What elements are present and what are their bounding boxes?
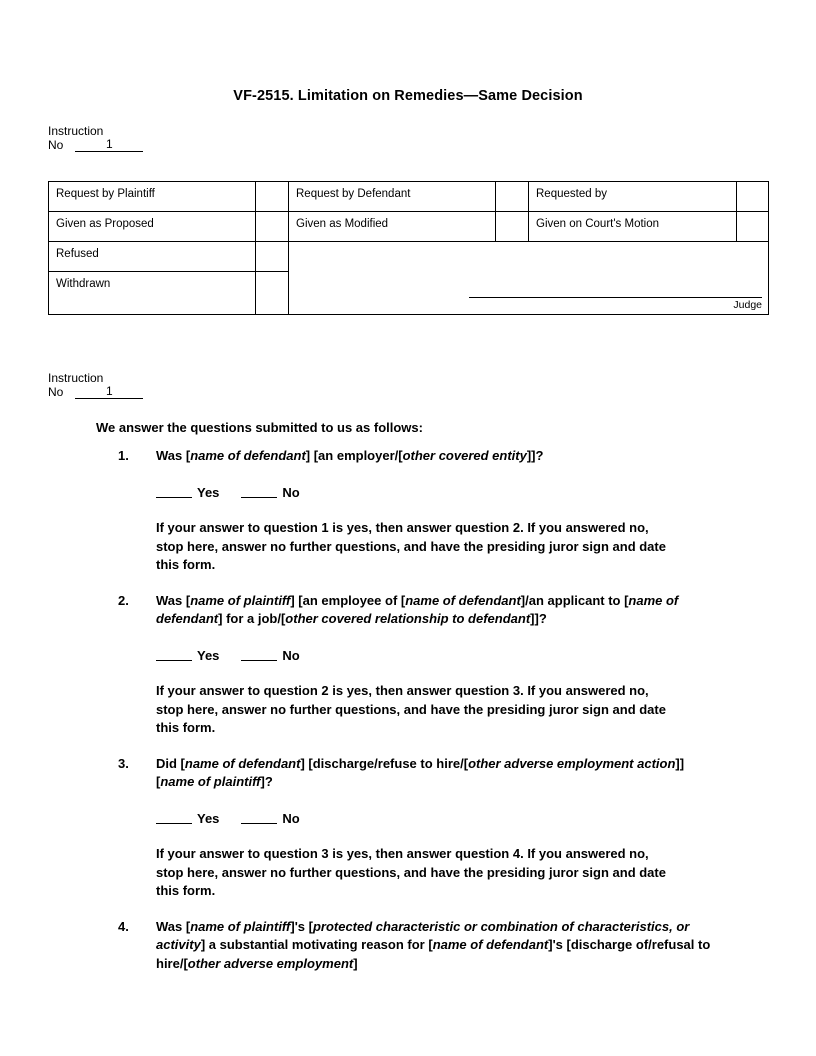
instruction-number-top <box>48 124 143 152</box>
judge-signature-area <box>469 296 762 311</box>
question-1-number: 1. <box>118 448 129 463</box>
question-1-yes-label: Yes <box>197 484 220 500</box>
disposition-table <box>48 181 769 315</box>
cell-withdrawn: Withdrawn <box>49 272 256 315</box>
instruction-no-label-bottom: No <box>48 385 64 399</box>
cell-requested-by: Requested by <box>529 182 737 212</box>
question-1 <box>96 447 720 575</box>
question-3 <box>96 755 720 901</box>
question-3-text: Did [name of defendant] [discharge/refuse to hire/[other adverse employment action]] [name of plaintiff]? <box>156 755 685 789</box>
question-1-note: If your answer to question 1 is yes, then answer question 2. If you answered no, stop here, answer no further questions, and have the presiding juror sign and date this form. <box>156 520 666 572</box>
cell-given-as-proposed: Given as Proposed <box>49 212 256 242</box>
question-4-text: Was [name of plaintiff]'s [protected characteristic or combination of characteristics, or activity] a substantial motivating reason for [name of defendant]'s [discharge of/refusal to hire/[other adverse employment] <box>156 918 711 971</box>
cell-refused: Refused <box>49 242 256 272</box>
cell-request-by-defendant: Request by Defendant <box>289 182 496 212</box>
instruction-no-value-bottom[interactable]: 1 <box>75 385 143 399</box>
instruction-label-bottom: Instruction <box>48 371 104 385</box>
instruction-no-label-top: No <box>48 138 64 152</box>
question-3-yes-blank[interactable] <box>156 823 192 824</box>
question-4-number: 4. <box>118 918 129 934</box>
question-3-yes-label: Yes <box>197 810 220 826</box>
question-4 <box>96 918 720 974</box>
question-1-yes-blank[interactable] <box>156 497 192 498</box>
checkbox-given-as-proposed[interactable] <box>256 212 289 242</box>
page-title: VF-2515. Limitation on Remedies—Same Decision <box>233 88 583 104</box>
verdict-intro: We answer the questions submitted to us as follows: <box>96 420 423 435</box>
checkbox-request-by-defendant[interactable] <box>496 182 529 212</box>
checkbox-requested-by[interactable] <box>737 182 769 212</box>
question-2-yes-blank[interactable] <box>156 660 192 661</box>
table-row <box>49 212 769 242</box>
question-3-no-blank[interactable] <box>241 823 277 824</box>
question-3-note: If your answer to question 3 is yes, then answer question 4. If you answered no, stop here, answer no further questions, and have the presiding juror sign and date this form. <box>156 846 666 898</box>
question-2-yes-label: Yes <box>197 647 220 663</box>
cell-request-by-plaintiff: Request by Plaintiff <box>49 182 256 212</box>
question-3-number: 3. <box>118 755 129 771</box>
question-1-no-label: No <box>282 484 300 500</box>
judge-signature-cell <box>289 242 769 315</box>
instruction-label-top: Instruction <box>48 124 104 138</box>
table-row <box>49 242 769 272</box>
question-3-no-label: No <box>282 810 300 826</box>
checkbox-withdrawn[interactable] <box>256 272 289 315</box>
cell-given-on-courts-motion: Given on Court's Motion <box>529 212 737 242</box>
checkbox-request-by-plaintiff[interactable] <box>256 182 289 212</box>
verdict-question-list <box>96 447 720 973</box>
question-2-answer-row <box>156 647 720 666</box>
question-2-no-blank[interactable] <box>241 660 277 661</box>
judge-signature-caption: Judge <box>733 299 762 311</box>
question-2-no-label: No <box>282 647 300 663</box>
checkbox-given-as-modified[interactable] <box>496 212 529 242</box>
table-row <box>49 182 769 212</box>
question-3-answer-row <box>156 810 720 829</box>
question-2 <box>96 592 720 738</box>
checkbox-given-on-courts-motion[interactable] <box>737 212 769 242</box>
question-2-note: If your answer to question 2 is yes, then answer question 3. If you answered no, stop here, answer no further questions, and have the presiding juror sign and date this form. <box>156 683 666 735</box>
question-1-no-blank[interactable] <box>241 497 277 498</box>
checkbox-refused[interactable] <box>256 242 289 272</box>
question-1-text: Was [name of defendant] [an employer/[other covered entity]]? <box>156 448 544 463</box>
question-2-number: 2. <box>118 592 129 608</box>
instruction-number-bottom <box>48 371 143 399</box>
question-1-answer-row <box>156 484 720 503</box>
instruction-no-value-top[interactable]: 1 <box>75 138 143 152</box>
question-2-text: Was [name of plaintiff] [an employee of [name of defendant]/an applicant to [name of defendant] for a job/[other covered relationship to defendant]]? <box>156 592 679 626</box>
cell-given-as-modified: Given as Modified <box>289 212 496 242</box>
